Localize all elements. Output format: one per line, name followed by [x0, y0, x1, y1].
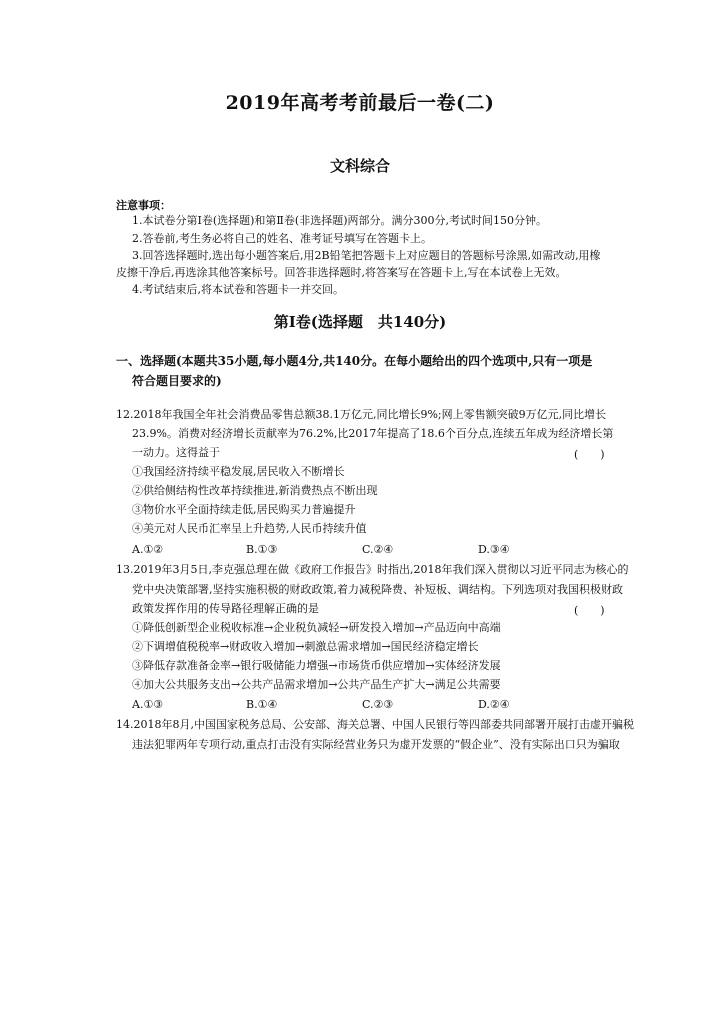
- notice-line-1: 1.本试卷分第Ⅰ卷(选择题)和第Ⅱ卷(非选择题)两部分。满分300分,考试时间150分钟。: [132, 214, 547, 227]
- notice-line-5: 4.考试结束后,将本试卷和答题卡一并交回。: [132, 283, 344, 296]
- q12-option-c: C.②④: [362, 543, 394, 556]
- notice-line-3: 3.回答选择题时,选出每小题答案后,用2B铅笔把答题卡上对应题目的答题标号涂黑,如需改动,用橡: [132, 249, 601, 262]
- q13-item-3: ③降低存款准备金率→银行吸储能力增强→市场货币供应增加→实体经济发展: [132, 659, 501, 672]
- q13-stem-line-3: 政策发挥作用的传导路径理解正确的是: [132, 602, 319, 615]
- q12-stem-line-3: 一动力。这得益于: [132, 446, 220, 459]
- q14-stem-line-2: 违法犯罪两年专项行动,重点打击没有实际经营业务只为虚开发票的“假企业”、没有实际出口只为骗取: [132, 738, 620, 751]
- part-instruction-line-1: 一、选择题(本题共35小题,每小题4分,共140分。在每小题给出的四个选项中,只有一项是: [116, 354, 593, 368]
- q13-stem-line-2: 党中央决策部署,坚持实施积极的财政政策,着力减税降费、补短板、调结构。下列选项对我国积极财政: [132, 583, 623, 596]
- section-title: 第Ⅰ卷(选择题 共140分): [273, 313, 447, 331]
- q13-option-c: C.②③: [362, 698, 394, 711]
- q12-item-2: ②供给侧结构性改革持续推进,新消费热点不断出现: [132, 484, 378, 497]
- q13-item-2: ②下调增值税税率→财政收入增加→刺激总需求增加→国民经济稳定增长: [132, 640, 479, 653]
- q13-item-1: ①降低创新型企业税收标准→企业税负减轻→研发投入增加→产品迈向中高端: [132, 621, 501, 634]
- notice-heading: 注意事项：: [116, 199, 171, 212]
- q12-item-1: ①我国经济持续平稳发展,居民收入不断增长: [132, 465, 345, 478]
- q13-answer-bracket: ( ): [574, 604, 605, 617]
- exam-title: 2019年高考考前最后一卷(二): [225, 92, 495, 114]
- exam-subject: 文科综合: [329, 157, 390, 175]
- q13-option-a: A.①③: [132, 698, 164, 711]
- q12-option-a: A.①②: [132, 543, 164, 556]
- q12-stem-line-1: 12.2018年我国全年社会消费品零售总额38.1万亿元,同比增长9%;网上零售额突破9万亿元,同比增长: [116, 408, 607, 421]
- q12-answer-bracket: ( ): [574, 448, 605, 461]
- notice-line-2: 2.答卷前,考生务必将自己的姓名、准考证号填写在答题卡上。: [132, 232, 432, 245]
- q12-item-4: ④美元对人民币汇率呈上升趋势,人民币持续升值: [132, 522, 367, 535]
- q12-option-d: D.③④: [478, 543, 510, 556]
- q12-item-3: ③物价水平全面持续走低,居民购买力普遍提升: [132, 503, 356, 516]
- q12-stem-line-2: 23.9%。消费对经济增长贡献率为76.2%,比2017年提高了18.6个百分点,连续五年成为经济增长第: [132, 427, 614, 440]
- notice-line-4: 皮擦干净后,再选涂其他答案标号。回答非选择题时,将答案写在答题卡上,写在本试卷上无效。: [116, 266, 567, 279]
- q12-option-b: B.①③: [246, 543, 278, 556]
- q14-stem-line-1: 14.2018年8月,中国国家税务总局、公安部、海关总署、中国人民银行等四部委共同部署开展打击虚开骗税: [116, 718, 634, 731]
- q13-option-d: D.②④: [478, 698, 510, 711]
- part-instruction-line-2: 符合题目要求的): [132, 374, 222, 388]
- q13-stem-line-1: 13.2019年3月5日,李克强总理在做《政府工作报告》时指出,2018年我们深入贯彻以习近平同志为核心的: [116, 563, 629, 576]
- q13-item-4: ④加大公共服务支出→公共产品需求增加→公共产品生产扩大→满足公共需要: [132, 678, 501, 691]
- q13-option-b: B.①④: [246, 698, 278, 711]
